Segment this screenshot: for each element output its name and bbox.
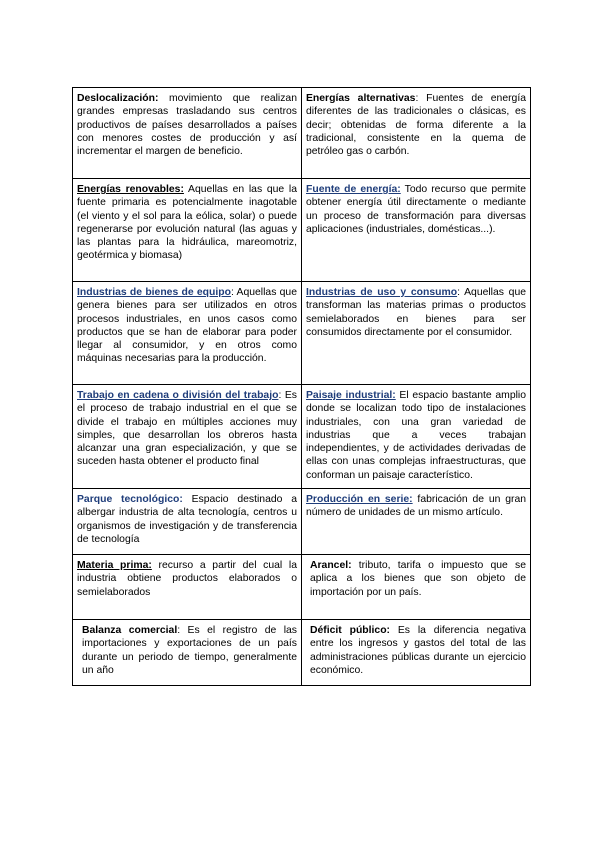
term: Déficit público: <box>310 625 391 637</box>
table-row <box>73 385 531 489</box>
glossary-cell <box>302 385 531 489</box>
definition: : Es el registro de las importaciones y exportaciones de un país durante un periodo de tiempo, generalmente un año <box>82 625 297 676</box>
term: Arancel: <box>310 560 352 572</box>
term: Energías renovables: <box>77 184 184 195</box>
term: Deslocalización: <box>77 93 159 104</box>
glossary-cell <box>302 282 531 385</box>
glossary-cell <box>73 282 302 385</box>
definition: recurso a partir del cual la industria obtiene productos elaborados o semielaborados <box>77 560 298 598</box>
definition: : Es el proceso de trabajo industrial en el que se divide el trabajo en múltiples acciones muy simples, que desarrollan los obreros hasta alcanzar una gran especialización, y que se suceden hasta obtener el producto final <box>77 390 297 468</box>
table-row <box>73 489 531 555</box>
glossary-table <box>72 87 531 686</box>
table-row <box>73 555 531 620</box>
definition: tributo, tarifa o impuesto que se aplica a los bienes que son objeto de importación por un país. <box>310 560 526 598</box>
definition: : Aquellas que transforman las materias primas o productos semielaborados en bienes para ser consumidos directamente por el consumidor. <box>306 287 527 338</box>
glossary-cell <box>302 489 531 555</box>
glossary-cell <box>73 489 302 555</box>
glossary-cell <box>73 179 302 282</box>
table-row <box>73 282 531 385</box>
term: Industrias de uso y consumo <box>306 287 458 298</box>
table-row <box>73 620 531 686</box>
glossary-cell <box>73 88 302 179</box>
term: Energías alternativas <box>306 93 416 104</box>
term: Producción en serie: <box>306 494 413 506</box>
definition: movimiento que realizan grandes empresas trasladando sus centros productivos de países desarrollados a países con menores costes de producción y así incrementar el margen de beneficio. <box>77 93 297 158</box>
definition: Es la diferencia negativa entre los ingresos y gastos del total de las administraciones públicas durante un ejercicio económico. <box>310 625 526 676</box>
glossary-cell <box>73 555 302 620</box>
glossary-cell <box>73 385 302 489</box>
table-row <box>73 88 531 179</box>
term: Parque tecnológico: <box>77 494 183 506</box>
term: Industrias de bienes de equipo <box>77 287 231 298</box>
term: Trabajo en cadena o división del trabajo <box>77 390 279 401</box>
glossary-cell <box>302 179 531 282</box>
glossary-cell <box>302 555 531 620</box>
term: Fuente de energía: <box>306 184 401 195</box>
glossary-cell <box>73 620 302 686</box>
table-row <box>73 179 531 282</box>
term: Balanza comercial <box>82 625 178 637</box>
glossary-cell <box>302 88 531 179</box>
definition: Espacio destinado a albergar industria de alta tecnología, centros u organismos de investigación y de transferencia de tecnología <box>77 494 297 545</box>
definition: : Fuentes de energía diferentes de las tradicionales o clásicas, es decir; obtenidas de forma diferente a la tradicional, consistente en la quema de petróleo gas o carbón. <box>306 93 526 158</box>
definition: : Aquellas que genera bienes para ser utilizados en otros procesos industriales, en unos casos como productos que se han de elaborar para poder llegar al consumidor, y en otros como máquinas necesarias para la producción. <box>77 287 297 365</box>
definition: Aquellas en las que la fuente primaria es potencialmente inagotable (el viento y el sol para la eólica, solar) o puede regenerarse por evolución natural (las aguas y las plantas para la hidráulica, mareomotriz, geotérmica y biomasa) <box>77 184 297 262</box>
glossary-cell <box>302 620 531 686</box>
term: Paisaje industrial: <box>306 390 396 401</box>
definition: fabricación de un gran número de unidades de un mismo artículo. <box>306 494 526 519</box>
term: Materia prima: <box>77 560 152 572</box>
definition: El espacio bastante amplio donde se localizan todo tipo de instalaciones industriales, con una gran variedad de industrias que a veces trabajan independientes, y de actividades derivadas de ellas con unas complejas infraestructuras, que conforman un paisaje característico. <box>306 390 526 481</box>
definition: Todo recurso que permite obtener energía útil directamente o mediante un proceso de transformación para diversas aplicaciones (industriales, domésticas...). <box>306 184 526 235</box>
